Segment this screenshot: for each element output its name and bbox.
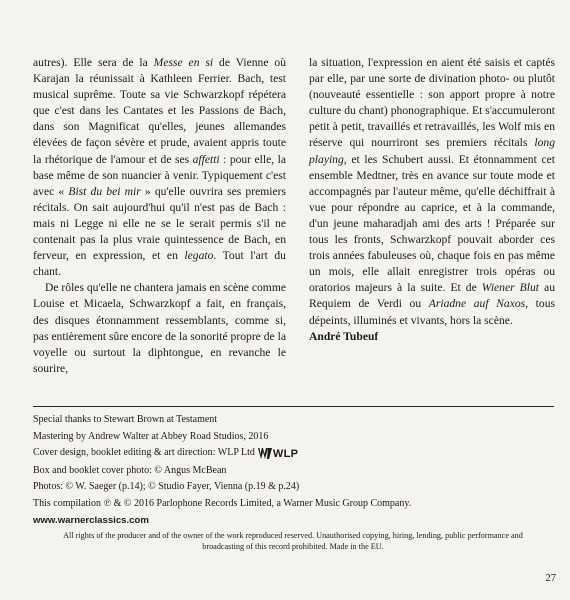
article-column-left bbox=[33, 55, 286, 377]
text-run: au Requiem de Verdi ou bbox=[309, 281, 556, 311]
text-run: . Tout l'art du chant. bbox=[33, 249, 286, 279]
italic-title: Wiener Blut bbox=[481, 281, 540, 295]
page-number: 27 bbox=[545, 573, 556, 584]
italic-term: legato bbox=[184, 249, 214, 263]
rights-notice: All rights of the producer and of the owner of the work reproduced reserved. Unauthorised copying, hiring, lending, public performance and broadcasting of this record prohibited. Made in the EU. bbox=[63, 531, 523, 552]
text-run: , et les Schubert aussi. Et étonnamment cet ensemble Medtner, très en avance sur toute mode et accompagnés par l'auteur même, qu'elle déchiffrait à vue pour répondre au caprice, et à la commande, d'un jeune maharadjah ami des arts ! Préparée sur tous les fronts, Schwarzkopf pouvait aborder ces trois années fabuleuses où, chaque fois en pas même un mois, elle allait enregistrer trois opéras ou oratorios majeurs à la suite. Et de bbox=[309, 152, 555, 295]
wlp-logo-icon bbox=[258, 446, 298, 463]
italic-title: Ariadne auf Naxos bbox=[428, 297, 526, 311]
article-paragraph-1 bbox=[33, 55, 286, 280]
text-run: autres). Elle sera de la bbox=[33, 56, 154, 69]
text-run: : pour elle, la base même de son nuancier à venir. Typiquement c'est avec « bbox=[33, 152, 286, 198]
credit-design bbox=[33, 445, 554, 463]
credit-mastering: Mastering by Andrew Walter at Abbey Road Studios, 2016 bbox=[33, 430, 269, 442]
article-paragraph-3 bbox=[309, 55, 555, 329]
italic-term: long playing bbox=[309, 136, 555, 166]
text-run: de Vienne où Karajan la réunissait à Kathleen Ferrier. Bach, test musical suprême. Toute sa vie Schwarzkopf répétera que c'est dans les Cantates et les Passions de Bach, dans son Magnificat qu'elles, jeunes allemandes élevées de façon sévère et prude, avaient appris toute la rhétorique de l'amour et de ses bbox=[33, 56, 286, 166]
text-run: , tous dépeints, illuminés et vivants, hors la scène. bbox=[309, 297, 555, 327]
italic-title: Bist du bei mir bbox=[68, 184, 141, 198]
website-link[interactable]: www.warnerclassics.com bbox=[33, 514, 149, 526]
italic-title: Messe en si bbox=[153, 56, 214, 69]
credit-thanks: Special thanks to Stewart Brown at Testament bbox=[33, 414, 218, 425]
credit-photos: Photos: © W. Saeger (p.14); © Studio Fayer, Vienna (p.19 & p.24) bbox=[33, 481, 300, 493]
text-run: » qu'elle ouvrira ses premiers récitals. On sait aujourd'hui qu'il n'est pas de Bach : mais ni Legge ni elle ne se le serait permis s'il ne contenait pas la plus vraie quintessence de Bach, en ferveur, en expression, et en bbox=[33, 184, 286, 263]
italic-term: affetti bbox=[192, 152, 220, 166]
article-column-right bbox=[309, 55, 555, 345]
credit-design-text: Cover design, booklet editing & art direction: WLP Ltd bbox=[33, 447, 255, 459]
author-signature: André Tubeuf bbox=[309, 329, 379, 343]
section-divider bbox=[33, 406, 554, 407]
credit-box-photo: Box and booklet cover photo: © Angus McBean bbox=[33, 464, 227, 476]
credit-compilation: This compilation ℗ & © 2016 Parlophone Records Limited, a Warner Music Group Company. bbox=[33, 497, 412, 509]
credits-block bbox=[33, 412, 554, 529]
wlp-logo-text: WLP bbox=[272, 448, 299, 461]
article-paragraph-2: De rôles qu'elle ne chantera jamais en scène comme Louise et Micaela, Schwarzkopf a fait, en français, des disques étonnamment ressemblants, comme si, pas entièrement sûre encore de la sonorité propre de la voyelle ou surtout la diphtongue, en revanche le sourire, bbox=[33, 281, 286, 375]
text-run: la situation, l'expression en aient été saisis et captés par elle, par une sorte de divination photo- ou plutôt (nouveauté essentielle : son apport propre à notre culture du chant) phonographique. Et s'accumuleront petit à petit, travaillés et retravaillés, les Wolf mis en réserve qui nourriront ses premiers récitals bbox=[309, 56, 555, 150]
